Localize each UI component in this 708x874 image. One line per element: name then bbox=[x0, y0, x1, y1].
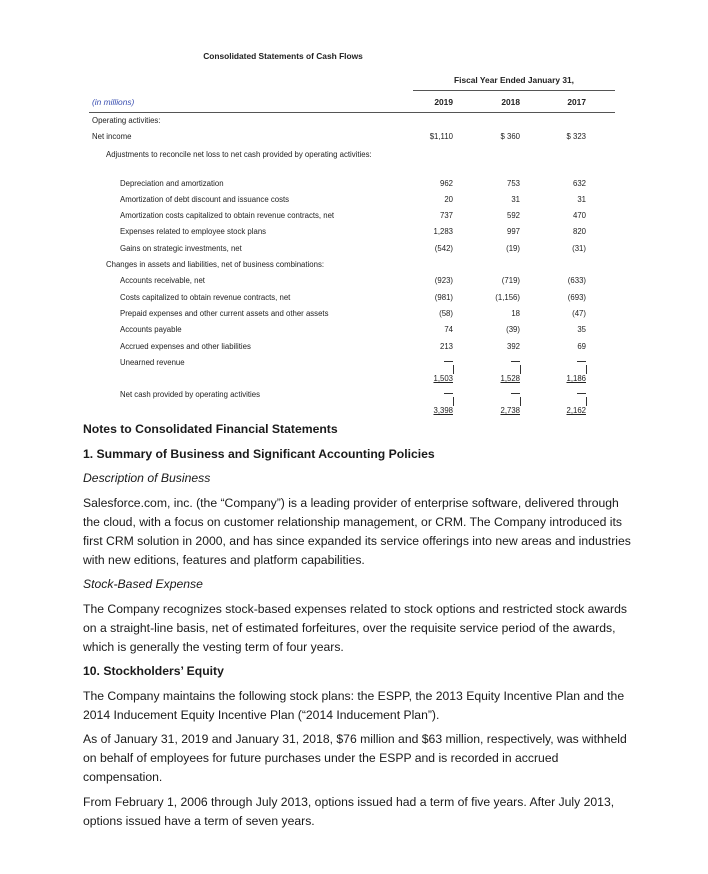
paragraph-line: 2014 Inducement Equity Incentive Plan (“2014 Inducement Plan”). bbox=[83, 707, 440, 722]
table-header-row bbox=[89, 95, 615, 113]
section-10-heading: 10. Stockholders’ Equity bbox=[83, 664, 224, 678]
cell-text: 18 bbox=[511, 308, 520, 318]
paragraph-line: The Company maintains the following stock plans: the ESPP, the 2013 Equity Incentive Plan and the bbox=[83, 688, 625, 703]
table-row bbox=[89, 208, 615, 224]
paragraph-line: first CRM solution in 2000, and has since expanded its service offerings into new areas and industries bbox=[83, 533, 631, 548]
option-term-paragraph bbox=[83, 793, 643, 831]
table-total-row bbox=[89, 371, 615, 387]
cell-text: 213 bbox=[439, 341, 453, 351]
cell-text: (923) bbox=[434, 276, 453, 286]
cell-text: 820 bbox=[572, 227, 586, 237]
table-row bbox=[89, 224, 615, 240]
total-rule bbox=[453, 397, 454, 406]
value-2018 bbox=[460, 176, 520, 192]
cell-text: (1,156) bbox=[495, 292, 520, 302]
cell-text: (981) bbox=[434, 292, 453, 302]
table-total-row bbox=[89, 403, 615, 419]
cell-text: 962 bbox=[439, 178, 453, 188]
table-row bbox=[89, 176, 615, 192]
table-row bbox=[89, 322, 615, 338]
row-label: Net income bbox=[92, 132, 132, 142]
table-title: Consolidated Statements of Cash Flows bbox=[203, 51, 363, 61]
table-row bbox=[89, 129, 615, 145]
table-row bbox=[89, 257, 615, 273]
table-row bbox=[89, 146, 615, 176]
value-2018 bbox=[460, 403, 520, 419]
row-label: Accounts receivable, net bbox=[120, 276, 205, 286]
value-2017 bbox=[526, 129, 586, 145]
table-row bbox=[89, 355, 615, 371]
cell-text: $ 360 bbox=[500, 132, 520, 142]
value-2018 bbox=[460, 273, 520, 289]
value-2017 bbox=[526, 192, 586, 208]
paragraph-line: which is generally the vesting term of four years. bbox=[83, 639, 344, 654]
value-2017 bbox=[526, 290, 586, 306]
paragraph-line: From February 1, 2006 through July 2013, options issued had a term of five years. After July 2013, bbox=[83, 794, 615, 809]
table-row bbox=[89, 113, 615, 129]
value-2018 bbox=[460, 192, 520, 208]
year-2017-header: 2017 bbox=[567, 97, 586, 107]
cell-text: 632 bbox=[572, 178, 586, 188]
cell-text: 3,398 bbox=[433, 406, 453, 416]
stock-plans-paragraph bbox=[83, 687, 643, 725]
value-2018 bbox=[460, 290, 520, 306]
table-row bbox=[89, 339, 615, 355]
stock-based-expense-paragraph bbox=[83, 600, 643, 657]
row-label: Unearned revenue bbox=[120, 357, 185, 367]
cell-text: 753 bbox=[506, 178, 520, 188]
value-2017 bbox=[526, 306, 586, 322]
cell-text: 997 bbox=[506, 227, 520, 237]
value-2018 bbox=[460, 241, 520, 257]
cell-text: 1,283 bbox=[433, 227, 453, 237]
row-label: Amortization costs capitalized to obtain revenue contracts, net bbox=[120, 211, 335, 221]
paragraph-line: options issued have a term of seven years. bbox=[83, 813, 315, 828]
cell-text: 737 bbox=[439, 211, 453, 221]
cell-text: (58) bbox=[439, 308, 453, 318]
value-2017 bbox=[526, 273, 586, 289]
row-label: Prepaid expenses and other current assets and other assets bbox=[120, 308, 329, 318]
stock-based-expense-heading: Stock-Based Expense bbox=[83, 577, 203, 591]
espp-withheld-paragraph bbox=[83, 730, 643, 787]
value-2017 bbox=[526, 176, 586, 192]
value-2017 bbox=[526, 339, 586, 355]
total-rule bbox=[453, 365, 454, 374]
cell-text: (19) bbox=[506, 243, 520, 253]
cell-text: 74 bbox=[444, 325, 453, 335]
value-2019 bbox=[393, 273, 453, 289]
cell-text: (39) bbox=[506, 325, 520, 335]
cash-flow-table-body bbox=[89, 113, 615, 419]
total-rule bbox=[511, 361, 520, 362]
value-2017 bbox=[526, 224, 586, 240]
row-label: Accrued expenses and other liabilities bbox=[120, 341, 251, 351]
cell-text: 31 bbox=[511, 194, 520, 204]
value-2019 bbox=[393, 176, 453, 192]
value-2017 bbox=[526, 371, 586, 387]
value-2018 bbox=[460, 129, 520, 145]
paragraph-line: with new editions, features and platform capabilities. bbox=[83, 552, 365, 567]
value-2018 bbox=[460, 322, 520, 338]
table-row bbox=[89, 273, 615, 289]
description-heading: Description of Business bbox=[83, 471, 211, 485]
value-2019 bbox=[393, 241, 453, 257]
table-row bbox=[89, 387, 615, 403]
paragraph-line: on behalf of employees for future purchases under the ESPP and is recorded in accrued bbox=[83, 751, 559, 765]
cell-text: (47) bbox=[572, 308, 586, 318]
cell-text: 2,738 bbox=[500, 406, 520, 416]
paragraph-line: As of January 31, 2019 and January 31, 2018, $76 million and $63 million, respectively, was withheld bbox=[83, 732, 627, 746]
value-2018 bbox=[460, 339, 520, 355]
total-rule bbox=[577, 361, 586, 362]
value-2018 bbox=[460, 306, 520, 322]
table-row bbox=[89, 290, 615, 306]
cell-text: (719) bbox=[501, 276, 520, 286]
value-2019 bbox=[393, 371, 453, 387]
cell-text: (542) bbox=[434, 243, 453, 253]
table-row bbox=[89, 241, 615, 257]
value-2019 bbox=[393, 192, 453, 208]
cell-text: 470 bbox=[572, 211, 586, 221]
value-2017 bbox=[526, 241, 586, 257]
value-2019 bbox=[393, 403, 453, 419]
row-label: Accounts payable bbox=[120, 325, 182, 335]
total-rule bbox=[520, 365, 521, 374]
cell-text: 1,528 bbox=[500, 374, 520, 384]
row-label: Changes in assets and liabilities, net of business combinations: bbox=[106, 260, 325, 270]
notes-title: Notes to Consolidated Financial Statements bbox=[83, 422, 338, 436]
value-2018 bbox=[460, 224, 520, 240]
cell-text: 20 bbox=[444, 194, 453, 204]
cell-text: 1,186 bbox=[566, 374, 586, 384]
value-2018 bbox=[460, 208, 520, 224]
cell-text: (31) bbox=[572, 243, 586, 253]
value-2019 bbox=[393, 224, 453, 240]
value-2019 bbox=[393, 339, 453, 355]
value-2017 bbox=[526, 403, 586, 419]
year-2019-header: 2019 bbox=[434, 97, 453, 107]
value-2017 bbox=[526, 208, 586, 224]
paragraph-line: on a straight-line basis, net of estimated forfeitures, over the requisite service period of the awards, bbox=[83, 620, 616, 635]
cell-text: 1,503 bbox=[433, 374, 453, 384]
table-row bbox=[89, 306, 615, 322]
row-label: Gains on strategic investments, net bbox=[120, 243, 242, 253]
cell-text: 35 bbox=[577, 325, 586, 335]
value-2019 bbox=[393, 208, 453, 224]
unit-label: (in millions) bbox=[92, 97, 135, 107]
table-row bbox=[89, 192, 615, 208]
value-2019 bbox=[393, 129, 453, 145]
fiscal-year-header: Fiscal Year Ended January 31, bbox=[413, 75, 615, 91]
row-label: Net cash provided by operating activities bbox=[120, 390, 260, 400]
section-1-heading: 1. Summary of Business and Significant Accounting Policies bbox=[83, 446, 435, 461]
description-paragraph bbox=[83, 494, 643, 570]
total-rule bbox=[586, 365, 587, 374]
paragraph-line: Salesforce.com, inc. (the “Company”) is a leading provider of enterprise software, delivered through bbox=[83, 495, 619, 510]
paragraph-line: compensation. bbox=[83, 770, 163, 784]
value-2017 bbox=[526, 322, 586, 338]
cell-text: $1,110 bbox=[429, 132, 453, 142]
total-rule bbox=[511, 393, 520, 394]
total-rule bbox=[520, 397, 521, 406]
value-2019 bbox=[393, 290, 453, 306]
row-label: Adjustments to reconcile net loss to net cash provided by operating activities: bbox=[106, 149, 372, 159]
cell-text: 69 bbox=[577, 341, 586, 351]
paragraph-line: The Company recognizes stock-based expenses related to stock options and restricted stock awards bbox=[83, 601, 627, 616]
total-rule bbox=[577, 393, 586, 394]
total-rule bbox=[444, 361, 453, 362]
row-label: Depreciation and amortization bbox=[120, 178, 224, 188]
value-2019 bbox=[393, 322, 453, 338]
cell-text: 392 bbox=[506, 341, 520, 351]
row-label: Operating activities: bbox=[92, 116, 161, 125]
total-rule bbox=[586, 397, 587, 406]
value-2018 bbox=[460, 371, 520, 387]
row-label: Amortization of debt discount and issuance costs bbox=[120, 194, 290, 204]
row-label: Expenses related to employee stock plans bbox=[120, 227, 267, 237]
row-label: Costs capitalized to obtain revenue contracts, net bbox=[120, 292, 291, 302]
year-2018-header: 2018 bbox=[501, 97, 520, 107]
notes-section bbox=[83, 420, 643, 836]
cell-text: $ 323 bbox=[566, 132, 586, 142]
cell-text: 592 bbox=[506, 211, 520, 221]
cell-text: 2,162 bbox=[566, 406, 586, 416]
cell-text: 31 bbox=[577, 194, 586, 204]
paragraph-line: the cloud, with a focus on customer relationship management, or CRM. The Company introduced its bbox=[83, 514, 622, 529]
value-2019 bbox=[393, 306, 453, 322]
cell-text: (633) bbox=[567, 276, 586, 286]
total-rule bbox=[444, 393, 453, 394]
cell-text: (693) bbox=[567, 292, 586, 302]
